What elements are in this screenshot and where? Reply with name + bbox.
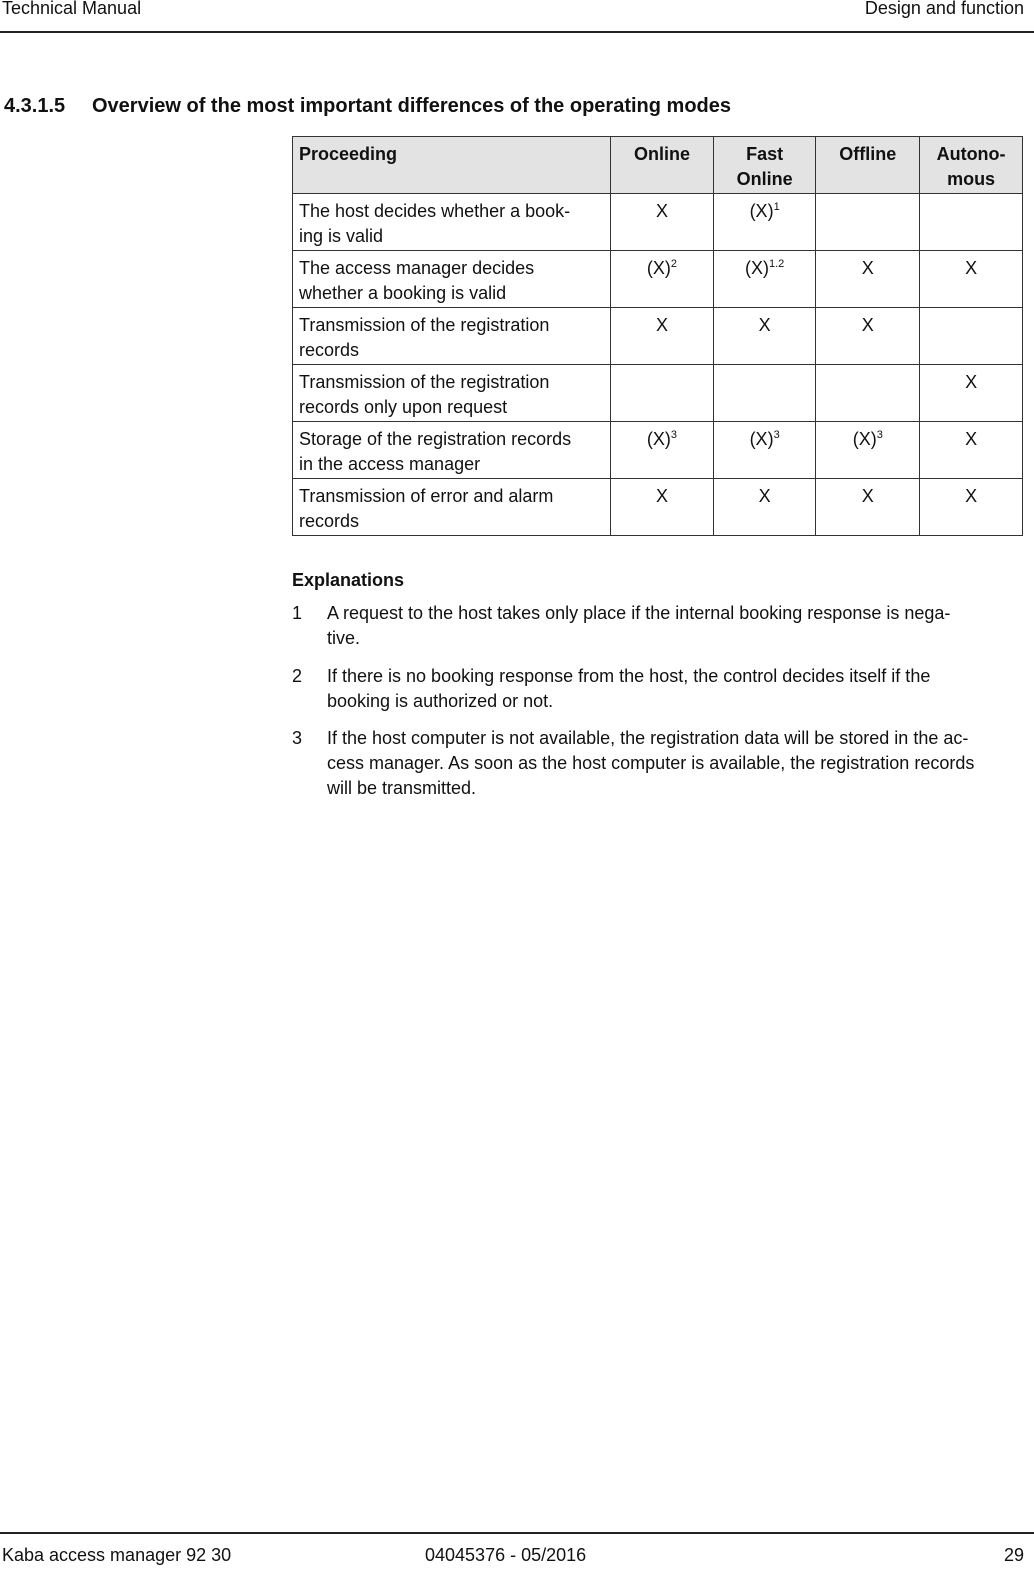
footnote-ref: 1.2 (768, 258, 785, 270)
row-label (293, 194, 611, 251)
header-autonomous-l1: Autono- (936, 144, 1006, 164)
row-label-l1: Transmission of error and alarm (299, 486, 554, 506)
header-autonomous-l2: mous (947, 169, 996, 189)
cell-value: X (655, 201, 668, 221)
cell-offline (816, 308, 920, 365)
explanation-text (327, 726, 1024, 801)
cell-value: (X) (744, 258, 769, 278)
cell-autonomous (920, 365, 1023, 422)
page-number: 29 (1003, 1545, 1024, 1565)
cell-value: X (758, 315, 771, 335)
cell-online (611, 251, 714, 308)
header-autonomous (920, 137, 1023, 194)
cell-offline (816, 251, 920, 308)
cell-online (611, 365, 714, 422)
row-label-l1: Transmission of the registration (299, 372, 550, 392)
explanation-item (292, 601, 1024, 651)
cell-autonomous (920, 308, 1023, 365)
cell-fast-online (713, 251, 816, 308)
cell-value: (X) (749, 429, 774, 449)
cell-value: X (758, 486, 771, 506)
cell-fast-online (713, 479, 816, 536)
row-label-l2: records (299, 340, 360, 360)
row-label (293, 479, 611, 536)
explanation-text (327, 664, 1024, 714)
section-title (4, 95, 731, 118)
cell-fast-online (713, 422, 816, 479)
row-label-l1: The host decides whether a book- (299, 201, 571, 221)
explanation-line: If there is no booking response from the host, the control decides itself if the (327, 666, 931, 686)
header-fast-online-l1: Fast (746, 144, 784, 164)
row-label (293, 251, 611, 308)
row-label-l2: in the access manager (299, 454, 481, 474)
table-row (293, 308, 1023, 365)
row-label-l2: records (299, 511, 360, 531)
cell-value: (X) (646, 258, 671, 278)
cell-online (611, 194, 714, 251)
cell-value: X (861, 486, 874, 506)
explanation-line: tive. (327, 628, 361, 648)
cell-fast-online (713, 365, 816, 422)
row-label-l2: ing is valid (299, 226, 384, 246)
cell-value: (X) (852, 429, 877, 449)
explanation-line: A request to the host takes only place if the internal booking response is nega- (327, 603, 951, 623)
cell-value: X (965, 372, 978, 392)
operating-modes-table (292, 136, 1023, 536)
footer-doc-number: 04045376 - 05/2016 (425, 1545, 587, 1565)
cell-value: X (861, 315, 874, 335)
header-online: Online (611, 137, 714, 194)
row-label-l2: whether a booking is valid (299, 283, 507, 303)
cell-value: (X) (749, 201, 774, 221)
cell-offline (816, 479, 920, 536)
cell-offline (816, 422, 920, 479)
section-number: 4.3.1.5 (4, 95, 66, 117)
footnote-ref: 3 (670, 429, 678, 441)
explanations-title: Explanations (292, 570, 405, 590)
table-header-row (293, 137, 1023, 194)
footnote-ref: 3 (876, 429, 883, 441)
header-fast-online (713, 137, 816, 194)
section-title-text: Overview of the most important differences of the operating modes (92, 95, 731, 117)
cell-value: X (861, 258, 874, 278)
footnote-ref: 2 (670, 258, 678, 270)
table-row (293, 194, 1023, 251)
row-label (293, 308, 611, 365)
cell-value: (X) (646, 429, 671, 449)
explanation-item (292, 726, 1024, 801)
row-label-l1: The access manager decides (299, 258, 535, 278)
header-right: Design and function (864, 0, 1024, 18)
row-label-l1: Transmission of the registration (299, 315, 550, 335)
explanation-number: 3 (292, 728, 303, 748)
row-label-l2: records only upon request (299, 397, 508, 417)
row-label (293, 422, 611, 479)
cell-value: X (965, 486, 978, 506)
footnote-ref: 1 (773, 201, 780, 213)
row-label-l1: Storage of the registration records (299, 429, 572, 449)
cell-autonomous (920, 422, 1023, 479)
footer-rule (0, 1532, 1034, 1534)
header-fast-online-l2: Online (736, 169, 793, 189)
cell-online (611, 308, 714, 365)
cell-autonomous (920, 251, 1023, 308)
cell-fast-online (713, 194, 816, 251)
table-row (293, 365, 1023, 422)
cell-value: X (655, 486, 668, 506)
footer-product: Kaba access manager 92 30 (2, 1545, 232, 1565)
cell-value: X (655, 315, 668, 335)
header-left: Technical Manual (2, 0, 142, 18)
explanation-line: If the host computer is not available, the registration data will be stored in the ac- (327, 728, 969, 748)
header-proceeding: Proceeding (293, 137, 611, 194)
explanation-line: booking is authorized or not. (327, 691, 554, 711)
explanation-line: cess manager. As soon as the host computer is available, the registration records (327, 753, 975, 773)
explanation-line: will be transmitted. (327, 778, 477, 798)
cell-value: X (965, 429, 978, 449)
cell-autonomous (920, 194, 1023, 251)
cell-online (611, 422, 714, 479)
explanation-number: 1 (292, 603, 303, 623)
explanation-item (292, 664, 1024, 714)
header-offline: Offline (816, 137, 920, 194)
cell-online (611, 479, 714, 536)
cell-fast-online (713, 308, 816, 365)
footnote-ref: 3 (773, 429, 780, 441)
cell-offline (816, 365, 920, 422)
cell-autonomous (920, 479, 1023, 536)
cell-offline (816, 194, 920, 251)
header-rule (0, 31, 1034, 33)
table-row (293, 479, 1023, 536)
table-row (293, 422, 1023, 479)
explanation-number: 2 (292, 666, 303, 686)
explanation-text (327, 601, 1024, 651)
table-row (293, 251, 1023, 308)
row-label (293, 365, 611, 422)
cell-value: X (965, 258, 978, 278)
